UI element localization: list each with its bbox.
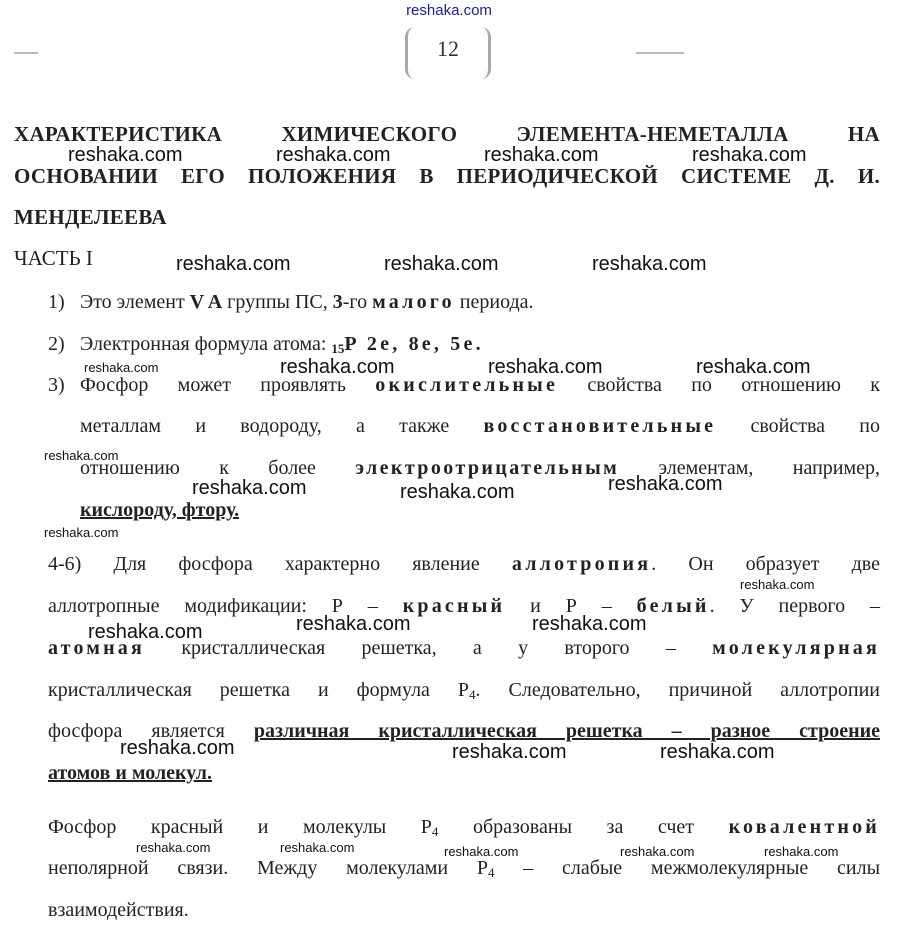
- filled-answer: окислительные: [375, 374, 559, 396]
- watermark: reshaka.com: [608, 473, 723, 495]
- electron-formula: P 2e, 8e, 5e.: [344, 333, 484, 355]
- watermark: reshaka.com: [444, 844, 519, 859]
- watermark: reshaka.com: [484, 144, 599, 166]
- filled-answer: малого: [372, 291, 455, 313]
- title-word: ПОЛОЖЕНИЯ: [247, 164, 397, 188]
- watermark: reshaka.com: [764, 844, 839, 859]
- static-text: свойства по отношению к: [587, 374, 880, 396]
- watermark: reshaka.com: [660, 741, 775, 763]
- static-text: фосфора является: [48, 720, 225, 742]
- static-text: периода.: [459, 291, 534, 313]
- title-line-2: [14, 164, 880, 188]
- filled-answer: 3: [332, 291, 343, 313]
- watermark: reshaka.com: [620, 844, 695, 859]
- title-line-1: [14, 122, 880, 146]
- filled-answer: ковалентной: [728, 816, 881, 838]
- watermark: reshaka.com: [532, 613, 647, 635]
- static-text: элементам, например,: [658, 457, 881, 479]
- title-word: ХИМИЧЕСКОГО: [281, 122, 458, 146]
- static-text: металлам и водороду, а также: [80, 415, 450, 437]
- watermark: reshaka.com: [400, 481, 515, 503]
- watermark: reshaka.com: [276, 144, 391, 166]
- watermark: reshaka.com: [192, 477, 307, 499]
- title-word: ЭЛЕМЕНТА-НЕМЕТАЛЛА: [516, 122, 789, 146]
- title-line-3: МЕНДЕЛЕЕВА: [14, 205, 167, 229]
- title-word: ОСНОВАНИИ: [14, 164, 158, 188]
- watermark: reshaka.com: [44, 525, 119, 540]
- static-text: . У первого –: [709, 595, 881, 617]
- p46-line-1: [48, 551, 880, 577]
- title-word: Д.: [814, 164, 835, 188]
- static-text: . Следовательно, причиной аллотропии: [475, 679, 880, 701]
- filled-answer: молекулярная: [712, 637, 881, 659]
- watermark: reshaka.com: [592, 253, 707, 275]
- watermark: reshaka.com: [120, 737, 235, 759]
- static-text: Это элемент: [80, 291, 185, 313]
- filled-answer: атомная: [48, 637, 146, 659]
- static-text: -го: [342, 291, 368, 313]
- filled-answer: различная кристаллическая решетка – разное строение: [253, 720, 880, 742]
- item-2-number: 2): [48, 333, 65, 355]
- static-text: . Он образует две: [651, 553, 880, 575]
- title-word: ЕГО: [180, 164, 226, 188]
- watermark: reshaka.com: [44, 448, 119, 463]
- title-word: ПЕРИОДИЧЕСКОЙ: [456, 164, 659, 188]
- subscript: 4: [431, 824, 439, 839]
- static-text: неполярной связи. Между молекулами Р: [48, 857, 488, 879]
- watermark: reshaka.com: [384, 253, 499, 275]
- filled-answer: красный: [402, 595, 506, 617]
- plast-line-3: взаимодействия.: [48, 899, 189, 921]
- static-text: кристаллическая решетка и формула Р: [48, 679, 470, 701]
- watermark: reshaka.com: [740, 577, 815, 592]
- subscript: 4: [469, 687, 476, 702]
- static-text: и Р –: [530, 595, 612, 617]
- filled-answer: восстановительные: [483, 415, 717, 437]
- filled-answer: кислороду, фтору.: [80, 499, 240, 521]
- watermark: reshaka.com: [692, 144, 807, 166]
- watermark: reshaka.com: [488, 356, 603, 378]
- p46-line-2: [48, 593, 880, 619]
- plast-line-2: [48, 855, 880, 886]
- item-3-line-2: [80, 413, 880, 439]
- filled-answer: белый: [636, 595, 710, 617]
- item-1-number: 1): [48, 291, 65, 313]
- part-heading: ЧАСТЬ I: [14, 246, 93, 270]
- watermark: reshaka.com: [176, 253, 291, 275]
- filled-answer: электроотрицательным: [355, 457, 620, 479]
- filled-answer: V A: [189, 291, 223, 313]
- title-word: И.: [857, 164, 880, 188]
- static-text: Фосфор красный и молекулы Р: [48, 816, 432, 838]
- static-text: Электронная формула атома:: [80, 333, 327, 355]
- watermark: reshaka.com: [280, 356, 395, 378]
- watermark: reshaka.com: [88, 621, 203, 643]
- watermark: reshaka.com: [280, 840, 355, 855]
- subscript: 4: [487, 865, 495, 880]
- filled-answer: аллотропия: [511, 553, 652, 575]
- static-text: кристаллическая решетка, а у второго –: [181, 637, 676, 659]
- header-rule-right: [636, 52, 684, 54]
- static-text: 4-6) Для фосфора характерно явление: [48, 553, 480, 575]
- static-text: аллотропные модификации: Р –: [48, 595, 378, 617]
- title-word: СИСТЕМЕ: [680, 164, 792, 188]
- item-3-number: 3): [48, 374, 65, 396]
- static-text: группы ПС,: [227, 291, 328, 313]
- title-word: ХАРАКТЕРИСТИКА: [14, 122, 223, 146]
- static-text: отношению к более: [80, 457, 316, 479]
- header-rule-left: [14, 52, 38, 54]
- item-1-text: [80, 289, 880, 315]
- filled-answer: атомов и молекул.: [48, 762, 213, 784]
- static-text: свойства по: [750, 415, 881, 437]
- atomic-number: 15: [331, 341, 345, 356]
- p46-line-4: [48, 677, 880, 708]
- watermark: reshaka.com: [136, 840, 211, 855]
- watermark: reshaka.com: [696, 356, 811, 378]
- watermark: reshaka.com: [296, 613, 411, 635]
- static-text: образованы за счет: [472, 816, 695, 838]
- title-word: НА: [847, 122, 880, 146]
- title-word: В: [419, 164, 434, 188]
- watermark: reshaka.com: [452, 741, 567, 763]
- static-text: – слабые межмолекулярные силы: [523, 857, 881, 879]
- watermark: reshaka.com: [68, 144, 183, 166]
- watermark: reshaka.com: [84, 360, 159, 375]
- page-number: 12: [437, 36, 459, 61]
- site-header-watermark: reshaka.com: [406, 2, 492, 19]
- static-text: Фосфор может проявлять: [80, 374, 347, 396]
